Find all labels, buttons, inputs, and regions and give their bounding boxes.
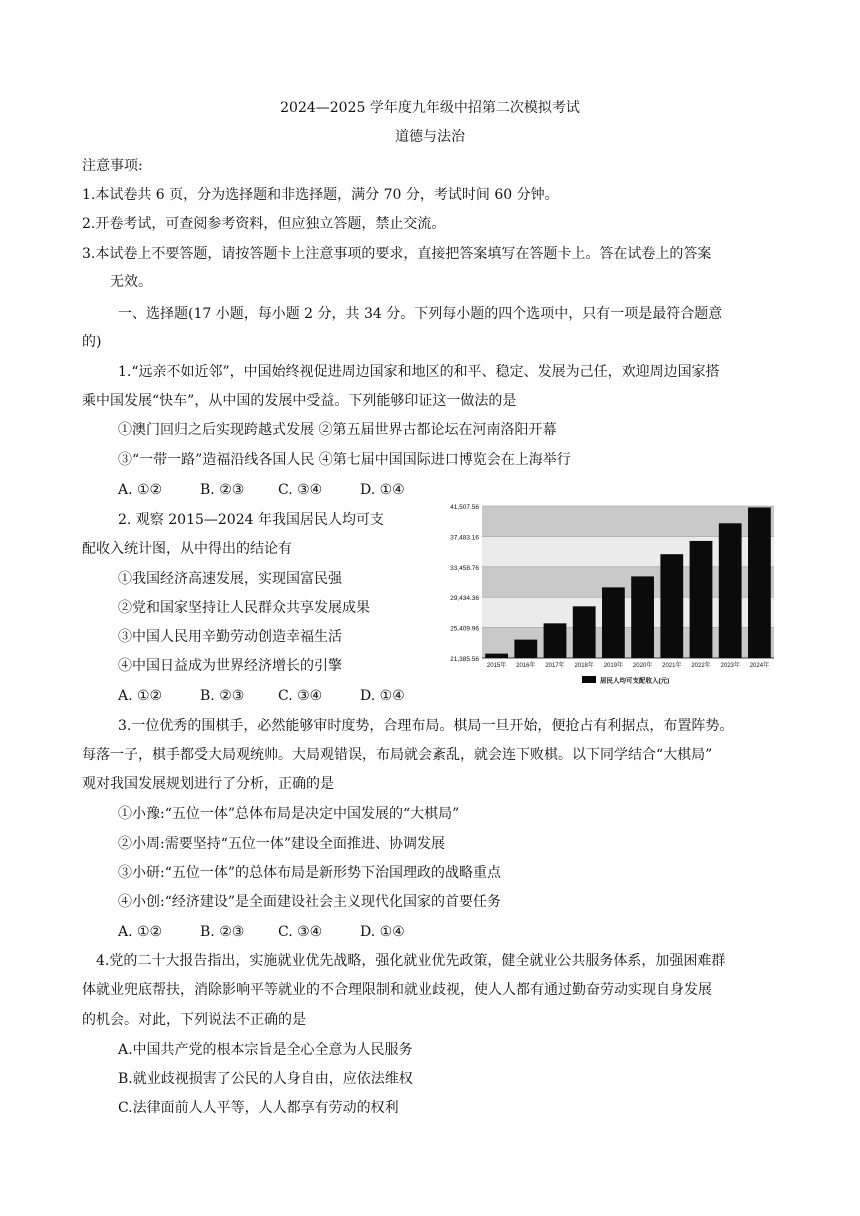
- q1-stem: 1.“远亲不如近邻”，中国始终视促进周边国家和地区的和平、稳定、发展为己任，欢迎周边国家搭: [118, 364, 720, 380]
- q2-option-d[interactable]: D. ①④: [360, 688, 405, 704]
- bar: [660, 554, 683, 658]
- bar: [602, 587, 625, 658]
- bar: [573, 606, 596, 658]
- y-tick-label: 21,385.56: [450, 656, 479, 663]
- notice-heading: 注意事项:: [82, 158, 143, 174]
- q1-option-d[interactable]: D. ①④: [360, 482, 405, 498]
- bar: [719, 523, 742, 658]
- q3-option-b[interactable]: B. ②③: [200, 924, 245, 940]
- bar: [485, 654, 508, 658]
- q3-stem-cont-1: 每落一子，棋手都受大局观统帅。大局观错误，布局就会紊乱，就会连下败棋。以下同学结合“大棋局”: [82, 747, 713, 763]
- exam-title: 2024—2025 学年度九年级中招第二次模拟考试: [280, 100, 580, 116]
- q3-option-c[interactable]: C. ③④: [278, 924, 323, 940]
- x-tick-label: 2018年: [574, 663, 594, 669]
- x-tick-label: 2016年: [516, 663, 536, 669]
- legend-label: 居民人均可支配收入(元): [600, 677, 670, 685]
- q2-stem: 2. 观察 2015—2024 年我国居民人均可支: [118, 512, 384, 528]
- y-tick-label: 37,483.16: [450, 534, 479, 542]
- q2-statement-1: ①我国经济高速发展，实现国富民强: [118, 571, 342, 587]
- q3-statement-2: ②小周:需要坚持“五位一体”建设全面推进、协调发展: [118, 836, 446, 852]
- q3-statement-3: ③小研:“五位一体”的总体布局是新形势下治国理政的战略重点: [118, 865, 502, 881]
- q1-option-b[interactable]: B. ②③: [200, 482, 245, 498]
- x-tick-label: 2022年: [691, 663, 711, 669]
- x-tick-label: 2021年: [662, 663, 682, 669]
- x-tick-label: 2015年: [486, 663, 507, 669]
- notice-item-1: 1.本试卷共 6 页，分为选择题和非选择题，满分 70 分，考试时间 60 分钟。: [82, 187, 559, 203]
- q4-option-c[interactable]: C.法律面前人人平等，人人都享有劳动的权利: [118, 1100, 399, 1116]
- q2-options: [118, 686, 405, 706]
- x-tick-label: 2017年: [545, 663, 565, 669]
- q3-statement-1: ①小豫:“五位一体”总体布局是决定中国发展的“大棋局”: [118, 806, 460, 822]
- q4-stem: 4.党的二十大报告指出，实施就业优先战略，强化就业优先政策，健全就业公共服务体系，加强困难群: [96, 953, 726, 969]
- bar: [748, 507, 771, 658]
- q2-option-c[interactable]: C. ③④: [278, 688, 323, 704]
- q3-statement-4: ④小创:“经济建设”是全面建设社会主义现代化国家的首要任务: [118, 894, 502, 910]
- q2-statement-2: ②党和国家坚持让人民群众共享发展成果: [118, 600, 370, 616]
- x-tick-label: 2023年: [720, 663, 740, 669]
- q1-option-c[interactable]: C. ③④: [278, 482, 323, 498]
- q4-stem-cont-2: 的机会。对此，下列说法不正确的是: [82, 1012, 306, 1028]
- q1-option-a[interactable]: A. ①②: [118, 482, 163, 498]
- y-tick-label: 25,409.96: [450, 625, 479, 633]
- y-tick-label: 41,507.56: [450, 504, 479, 511]
- q3-stem: 3.一位优秀的围棋手，必然能够审时度势，合理布局。棋局一旦开始，便抢占有利据点，布置阵势。: [118, 718, 734, 734]
- q3-stem-cont-2: 观对我国发展规划进行了分析，正确的是: [82, 776, 334, 792]
- q3-options: [118, 922, 405, 942]
- section-heading: 一、选择题(17 小题，每小题 2 分，共 34 分。下列每小题的四个选项中，只有一项是最符合题意: [118, 306, 723, 322]
- notice-item-3-cont: 无效。: [110, 274, 152, 290]
- q4-stem-cont-1: 体就业兜底帮扶，消除影响平等就业的不合理限制和就业歧视，使人人都有通过勤奋劳动实现自身发展: [82, 982, 712, 998]
- q2-statement-4: ④中国日益成为世界经济增长的引擎: [118, 658, 342, 674]
- x-tick-label: 2019年: [603, 663, 624, 669]
- q1-statements-2: ③“一带一路”造福沿线各国人民 ④第七届中国国际进口博览会在上海举行: [118, 452, 571, 468]
- q2-option-a[interactable]: A. ①②: [118, 688, 163, 704]
- bar: [544, 623, 567, 658]
- x-tick-label: 2020年: [632, 663, 653, 669]
- q1-statements-1: ①澳门回归之后实现跨越式发展 ②第五届世界古都论坛在河南洛阳开幕: [118, 422, 557, 438]
- income-bar-chart: [432, 498, 782, 698]
- y-tick-label: 29,434.36: [450, 595, 479, 603]
- q3-option-a[interactable]: A. ①②: [118, 924, 163, 940]
- y-tick-label: 33,458.76: [450, 564, 479, 572]
- notice-item-3: 3.本试卷上不要答题，请按答题卡上注意事项的要求，直接把答案填写在答题卡上。答在试卷上的答案: [82, 246, 712, 262]
- exam-subject: 道德与法治: [395, 129, 465, 145]
- legend-swatch: [582, 676, 596, 683]
- q1-stem-cont: 乘中国发展“快车”，从中国的发展中受益。下列能够印证这一做法的是: [82, 393, 517, 409]
- q4-option-b[interactable]: B.就业歧视损害了公民的人身自由，应依法维权: [118, 1071, 413, 1087]
- q2-stem-cont: 配收入统计图，从中得出的结论有: [82, 541, 292, 557]
- q4-option-a[interactable]: A.中国共产党的根本宗旨是全心全意为人民服务: [118, 1042, 413, 1058]
- bar: [514, 640, 537, 658]
- notice-item-2: 2.开卷考试，可查阅参考资料，但应独立答题，禁止交流。: [82, 216, 446, 232]
- section-heading-cont: 的): [82, 334, 102, 350]
- bar: [631, 576, 654, 658]
- q3-option-d[interactable]: D. ①④: [360, 924, 405, 940]
- x-tick-label: 2024年: [749, 663, 770, 669]
- q2-statement-3: ③中国人民用辛勤劳动创造幸福生活: [118, 629, 342, 645]
- bar: [690, 541, 713, 658]
- q2-option-b[interactable]: B. ②③: [200, 688, 245, 704]
- q1-options: [118, 480, 405, 500]
